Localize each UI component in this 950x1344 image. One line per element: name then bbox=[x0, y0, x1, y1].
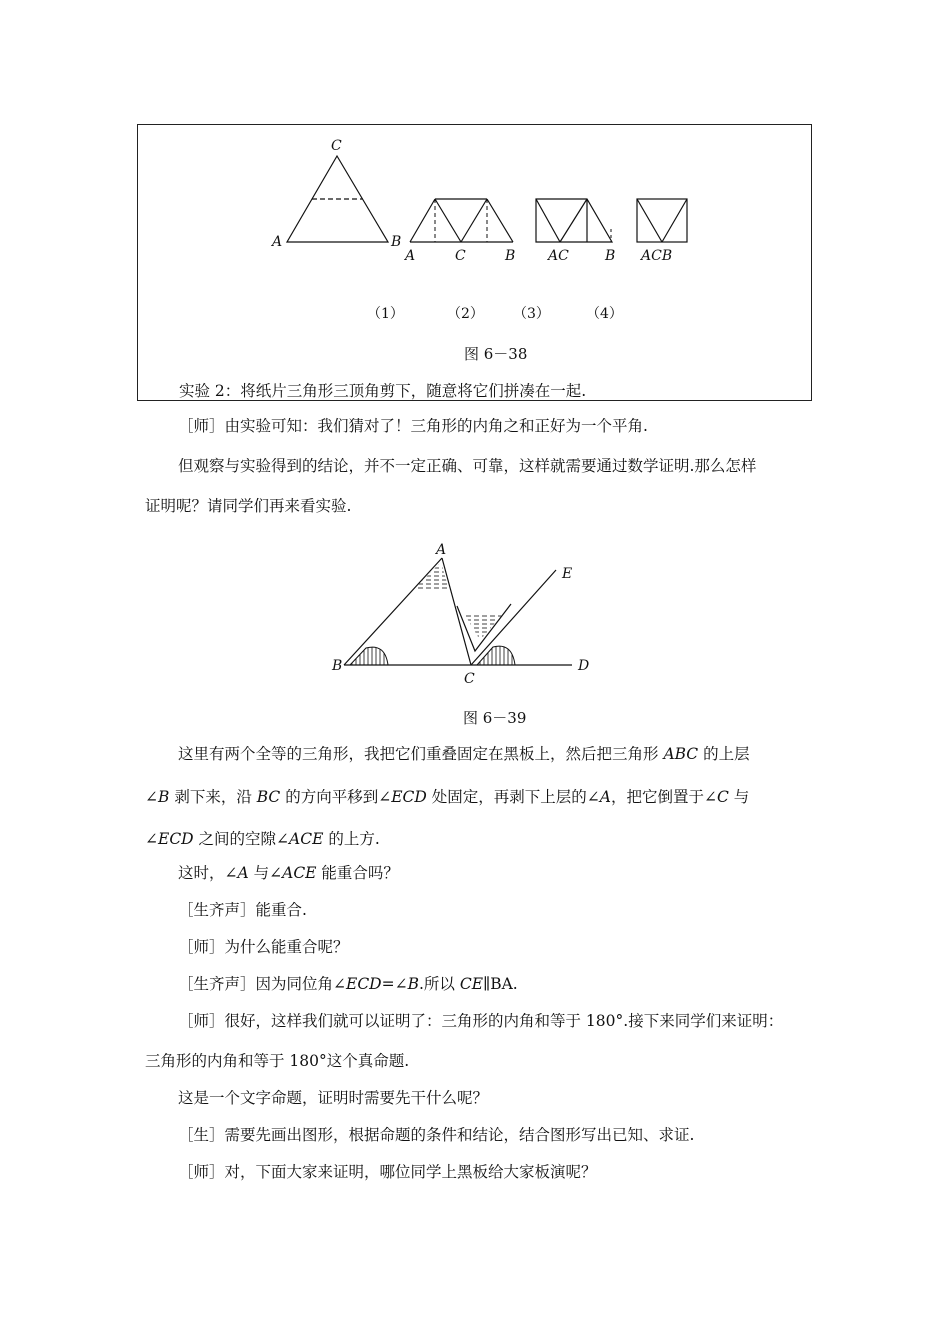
paragraph-11: ［师］对，下面大家来证明，哪位同学上黑板给大家板演呢？ bbox=[178, 1163, 597, 1181]
label-f2-b: B bbox=[505, 248, 516, 264]
paragraph-6: ［师］为什么能重合呢？ bbox=[178, 938, 349, 956]
label-f2-c: C bbox=[455, 248, 466, 264]
label-big-c: C bbox=[331, 138, 342, 154]
paragraph-4: 这时，∠A 与∠ACE 能重合吗？ bbox=[178, 864, 399, 882]
fig39-label-b: B bbox=[332, 658, 343, 674]
figure-6-38-box bbox=[137, 124, 812, 401]
sublabel-4: （4） bbox=[586, 306, 623, 322]
paragraph-9: 这是一个文字命题，证明时需要先干什么呢？ bbox=[178, 1089, 489, 1107]
paragraph-8-line-1: ［师］很好，这样我们就可以证明了：三角形的内角和等于 180°.接下来同学们来证明： bbox=[178, 1012, 784, 1030]
figure-2 bbox=[410, 199, 513, 242]
label-f2-a: A bbox=[405, 248, 416, 264]
sublabel-3: （3） bbox=[513, 306, 550, 322]
paragraph-3-line-2: ∠B 剥下来，沿 BC 的方向平移到∠ECD 处固定，再剥下上层的∠A，把它倒置于∠C 与 bbox=[145, 788, 750, 806]
paragraph-7: ［生齐声］因为同位角∠ECD=∠B.所以 CE∥BA. bbox=[178, 975, 518, 993]
experiment-2-text: 实验 2：将纸片三角形三顶角剪下，随意将它们拼凑在一起. bbox=[179, 382, 587, 400]
figure-6-39 bbox=[330, 538, 600, 688]
paragraph-5: ［生齐声］能重合. bbox=[178, 901, 307, 919]
figure-6-39-caption: 图 6－39 bbox=[463, 709, 527, 727]
fig39-label-d: D bbox=[578, 658, 590, 674]
label-f4-acb: ACB bbox=[641, 248, 673, 264]
label-f3-b: B bbox=[605, 248, 616, 264]
paragraph-teacher-1: ［师］由实验可知：我们猜对了！三角形的内角之和正好为一个平角. bbox=[178, 417, 648, 435]
label-f3-ac: AC bbox=[548, 248, 569, 264]
paragraph-3-line-3: ∠ECD 之间的空隙∠ACE 的上方. bbox=[145, 830, 380, 848]
figure-3 bbox=[536, 199, 612, 242]
sublabel-1: （1） bbox=[367, 306, 404, 322]
fig39-label-c: C bbox=[464, 671, 475, 687]
paragraph-10: ［生］需要先画出图形，根据命题的条件和结论，结合图形写出已知、求证. bbox=[178, 1126, 695, 1144]
paragraph-2-line-2: 证明呢？请同学们再来看实验. bbox=[145, 497, 352, 515]
paragraph-3-line-1: 这里有两个全等的三角形，我把它们重叠固定在黑板上，然后把三角形 ABC 的上层 bbox=[178, 745, 750, 763]
fig39-label-a: A bbox=[436, 542, 447, 558]
paragraph-8-line-2: 三角形的内角和等于 180°这个真命题. bbox=[145, 1052, 410, 1070]
figure-6-38-caption: 图 6－38 bbox=[464, 345, 528, 363]
label-big-a: A bbox=[272, 234, 283, 250]
paragraph-2-line-1: 但观察与实验得到的结论，并不一定正确、可靠，这样就需要通过数学证明.那么怎样 bbox=[178, 457, 757, 475]
label-big-b: B bbox=[391, 234, 402, 250]
figure-6-38-sublabels bbox=[138, 303, 813, 323]
fig39-label-e: E bbox=[562, 566, 573, 582]
figure-4 bbox=[637, 199, 687, 242]
sublabel-2: （2） bbox=[447, 306, 484, 322]
